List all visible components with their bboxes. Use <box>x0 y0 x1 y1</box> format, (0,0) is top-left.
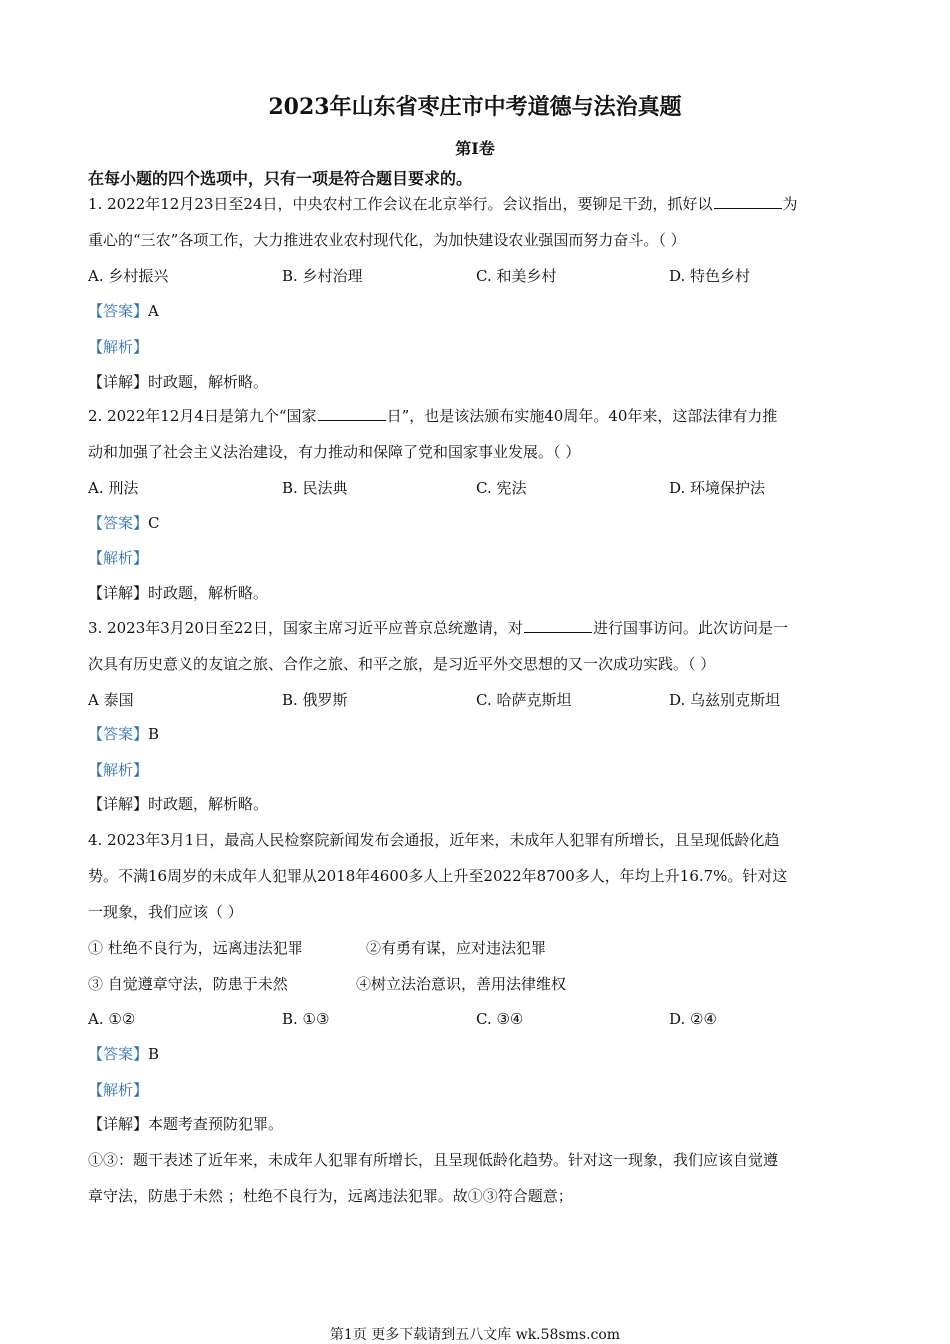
q1-detail: 【详解】时政题，解析略。 <box>88 373 269 391</box>
q4-explain-line1: ①③：题干表述了近年来，未成年人犯罪有所增长，且呈现低龄化趋势。针对这一现象，我们应该自觉遵 <box>88 1151 779 1169</box>
q4-item-1: ① 杜绝不良行为，远离违法犯罪 <box>88 939 303 957</box>
q4-option-d: D. ②④ <box>669 1010 717 1028</box>
page-title: 2023年山东省枣庄市中考道德与法治真题 <box>268 94 682 120</box>
q3-stem-line2: 次具有历史意义的友谊之旅、合作之旅、和平之旅，是习近平外交思想的又一次成功实践。（ ） <box>88 655 716 673</box>
q3-answer: 【答案】B <box>88 725 160 743</box>
q1-blank <box>714 194 782 209</box>
q1-answer: 【答案】A <box>88 302 159 320</box>
q2-stem-line1: 2. 2022年12月4日是第九个“国家 日”，也是该法颁布实施40周年。40年来，这部法律有力推 <box>88 407 778 425</box>
q2-detail: 【详解】时政题，解析略。 <box>88 584 269 602</box>
q3-option-c: C. 哈萨克斯坦 <box>476 691 572 709</box>
q4-answer: 【答案】B <box>88 1045 160 1063</box>
q4-stem-line2: 势。不满16周岁的未成年人犯罪从2018年4600多人上升至2022年8700多人，年均上升16.7%。针对这 <box>88 867 788 885</box>
q4-item-2: ②有勇有谋，应对违法犯罪 <box>366 939 547 957</box>
q1-option-a: A. 乡村振兴 <box>88 267 169 285</box>
q4-explain-line2: 章守法，防患于未然 ；杜绝不良行为，远离违法犯罪。故①③符合题意； <box>88 1187 573 1205</box>
q1-stem-line1: 1. 2022年12月23日至24日，中央农村工作会议在北京举行。会议指出，要铆足干劲，抓好以 为 <box>88 195 798 213</box>
q1-option-d: D. 特色乡村 <box>669 267 751 285</box>
q3-blank <box>524 618 592 633</box>
q3-option-b: B. 俄罗斯 <box>282 691 348 709</box>
q1-analysis-label: 【解析】 <box>88 338 149 356</box>
volume-heading: 第Ⅰ卷 <box>455 139 495 158</box>
q2-blank <box>318 406 386 421</box>
q4-stem-line1: 4. 2023年3月1日，最高人民检察院新闻发布会通报，近年来，未成年人犯罪有所增长，且呈现低龄化趋 <box>88 831 780 849</box>
q2-answer: 【答案】C <box>88 514 160 532</box>
q2-option-b: B. 民法典 <box>282 479 348 497</box>
q4-stem-line3: 一现象，我们应该（ ） <box>88 903 243 921</box>
q2-option-c: C. 宪法 <box>476 479 527 497</box>
q1-option-b: B. 乡村治理 <box>282 267 363 285</box>
q2-option-a: A. 刑法 <box>88 479 139 497</box>
q4-option-b: B. ①③ <box>282 1010 330 1028</box>
q4-option-a: A. ①② <box>88 1010 136 1028</box>
instruction-text: 在每小题的四个选项中，只有一项是符合题目要求的。 <box>88 169 473 188</box>
q4-item-3: ③ 自觉遵章守法，防患于未然 <box>88 975 288 993</box>
q4-option-c: C. ③④ <box>476 1010 524 1028</box>
q3-option-a: A 泰国 <box>88 691 134 709</box>
q2-stem-line2: 动和加强了社会主义法治建设，有力推动和保障了党和国家事业发展。（ ） <box>88 443 581 461</box>
q4-analysis-label: 【解析】 <box>88 1081 149 1099</box>
q3-detail: 【详解】时政题，解析略。 <box>88 795 269 813</box>
q4-detail: 【详解】本题考查预防犯罪。 <box>88 1115 284 1133</box>
q4-item-4: ④树立法治意识，善用法律维权 <box>356 975 567 993</box>
q3-option-d: D. 乌兹别克斯坦 <box>669 691 781 709</box>
q3-stem-line1: 3. 2023年3月20日至22日，国家主席习近平应普京总统邀请，对 进行国事访问。此次访问是一 <box>88 619 788 637</box>
q3-analysis-label: 【解析】 <box>88 761 149 779</box>
q2-option-d: D. 环境保护法 <box>669 479 766 497</box>
q2-analysis-label: 【解析】 <box>88 549 149 567</box>
q1-option-c: C. 和美乡村 <box>476 267 557 285</box>
page-footer: 第1页 更多下载请到五八文库 wk.58sms.com <box>329 1327 621 1343</box>
q1-stem-line2: 重心的“三农”各项工作，大力推进农业农村现代化，为加快建设农业强国而努力奋斗。（ ） <box>88 231 686 249</box>
